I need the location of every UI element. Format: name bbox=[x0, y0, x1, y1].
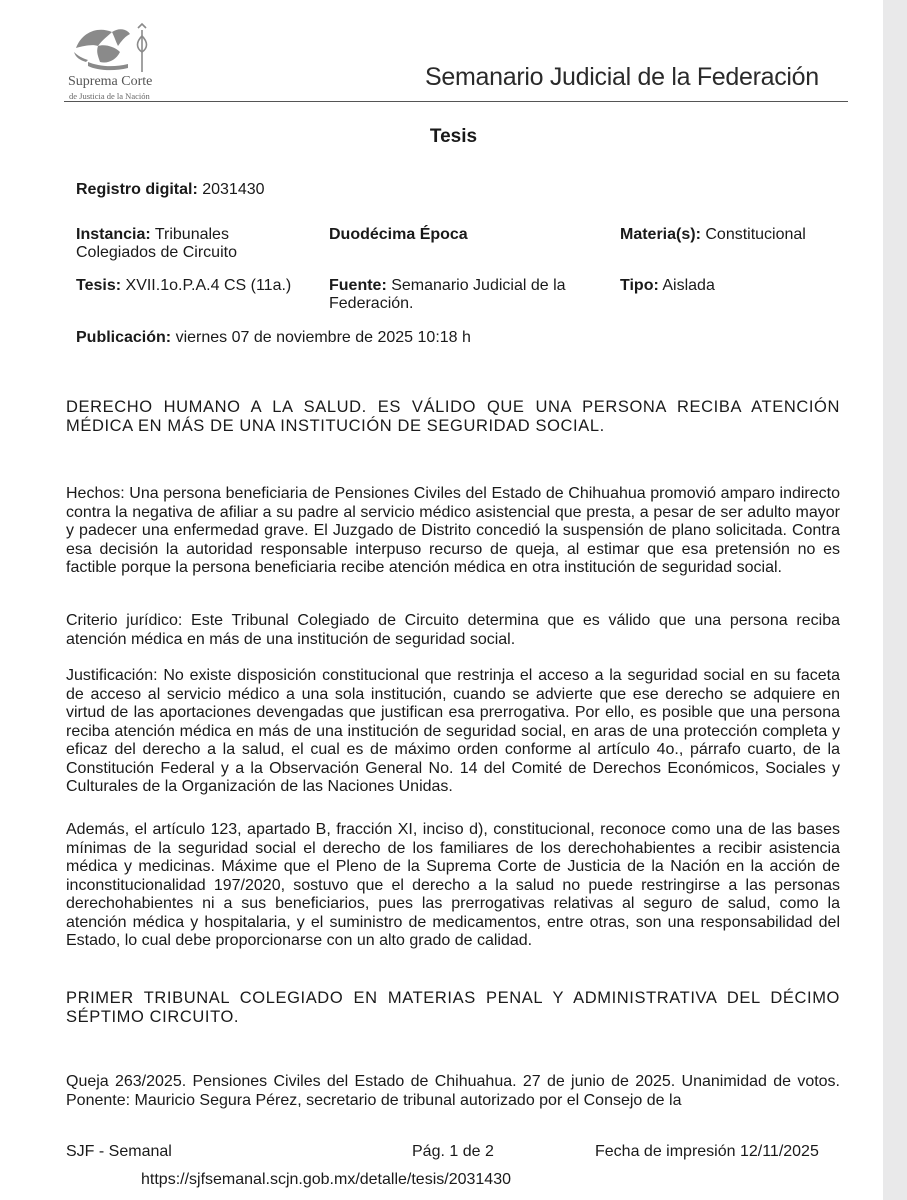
registro-field bbox=[76, 181, 265, 199]
instancia-field bbox=[76, 226, 316, 262]
tipo-field bbox=[620, 277, 715, 295]
publicacion-value: viernes 07 de noviembre de 2025 10:18 h bbox=[175, 329, 471, 346]
justificacion-paragraph: Justificación: No existe disposición constitucional que restrinja el acceso a la seguridad social en su faceta de acceso al servicio médico a una sola institución, cuando se advierte que ese derecho se adquiere en virtud de las aportaciones devengadas que justifican esa prerrogativa. Por ello, es posible que una persona reciba atención médica en más de una institución de seguridad social, en aras de una protección completa y eficaz del derecho a la salud, el cual es de máximo orden conforme al artículo 4o., párrafo cuarto, de la Constitución Federal y a la Observación General No. 14 del Comité de Derechos Económicos, Sociales y Culturales de la Organización de las Naciones Unidas. bbox=[66, 667, 840, 795]
footer-publication: SJF - Semanal bbox=[66, 1143, 172, 1160]
epoca-field bbox=[329, 226, 468, 244]
tipo-value: Aislada bbox=[662, 277, 715, 294]
publication-title: Semanario Judicial de la Federación bbox=[425, 63, 819, 91]
tesis-field bbox=[76, 277, 291, 295]
footer-print-date: Fecha de impresión 12/11/2025 bbox=[595, 1143, 819, 1160]
tipo-label: Tipo: bbox=[620, 277, 659, 294]
scjn-logo bbox=[64, 18, 164, 101]
registro-label: Registro digital: bbox=[76, 181, 198, 198]
fuente-label: Fuente: bbox=[329, 277, 387, 294]
tribunal-name: PRIMER TRIBUNAL COLEGIADO EN MATERIAS PENAL Y ADMINISTRATIVA DEL DÉCIMO SÉPTIMO CIRCUITO. bbox=[66, 989, 840, 1026]
fuente-value: Semanario Judicial de la bbox=[391, 277, 566, 294]
epoca-value: Duodécima Época bbox=[329, 226, 468, 243]
fuente-value-cont: Federación. bbox=[329, 295, 414, 312]
publicacion-field bbox=[76, 329, 471, 347]
logo-text-primary: Suprema Corte bbox=[68, 74, 153, 89]
eagle-emblem-icon bbox=[68, 22, 160, 74]
instancia-label: Instancia: bbox=[76, 226, 151, 243]
registro-value: 2031430 bbox=[202, 181, 265, 198]
publicacion-label: Publicación: bbox=[76, 329, 172, 346]
thesis-title: DERECHO HUMANO A LA SALUD. ES VÁLIDO QUE UNA PERSONA RECIBA ATENCIÓN MÉDICA EN MÁS DE UNA INSTITUCIÓN DE SEGURIDAD SOCIAL. bbox=[66, 398, 840, 435]
tesis-value: XVII.1o.P.A.4 CS (11a.) bbox=[125, 277, 292, 294]
footer-page-number: Pág. 1 de 2 bbox=[412, 1143, 494, 1160]
justificacion-continuation-paragraph: Además, el artículo 123, apartado B, fracción XI, inciso d), constitucional, reconoce como una de las bases mínimas de la seguridad social el derecho de los familiares de los derechohabientes a recibir asistencia médica y medicinas. Máxime que el Pleno de la Suprema Corte de Justicia de la Nación en la acción de inconstitucionalidad 197/2020, sostuvo que el derecho a la salud no puede restringirse a las personas derechohabientes ni a sus beneficiarios, pues las prerrogativas relativas al seguro de salud, como la atención médica y hospitalaria, y el suministro de medicamentos, entre otras, son una responsabilidad del Estado, lo cual debe proporcionarse con un alto grado de calidad. bbox=[66, 821, 840, 949]
materia-field bbox=[620, 226, 806, 244]
fuente-field bbox=[329, 277, 599, 313]
scroll-edge bbox=[883, 0, 907, 1200]
instancia-value-cont: Colegiados de Circuito bbox=[76, 244, 237, 261]
logo-text-secondary: de Justicia de la Nación bbox=[69, 91, 150, 101]
materia-value: Constitucional bbox=[705, 226, 806, 243]
instancia-value: Tribunales bbox=[154, 226, 229, 243]
document-type-heading: Tesis bbox=[429, 126, 478, 147]
precedent-paragraph: Queja 263/2025. Pensiones Civiles del Estado de Chihuahua. 27 de junio de 2025. Unanimidad de votos. Ponente: Mauricio Segura Pérez, secretario de tribunal autorizado por el Consejo de la bbox=[66, 1073, 840, 1109]
materia-label: Materia(s): bbox=[620, 226, 701, 243]
header-divider bbox=[64, 101, 848, 102]
tesis-label: Tesis: bbox=[76, 277, 122, 294]
hechos-paragraph: Hechos: Una persona beneficiaria de Pensiones Civiles del Estado de Chihuahua promovió amparo indirecto contra la negativa de afiliar a su padre al servicio médico asistencial que presta, a pesar de ser adulto mayor y padecer una enfermedad grave. El Juzgado de Distrito concedió la suspensión de plano solicitada. Contra esa decisión la autoridad responsable interpuso recurso de queja, al estimar que esa pretensión no es factible porque la persona beneficiaria recibe atención médica en otra institución de seguridad social. bbox=[66, 485, 840, 576]
criterio-paragraph: Criterio jurídico: Este Tribunal Colegiado de Circuito determina que es válido que una persona reciba atención médica en más de una institución de seguridad social. bbox=[66, 612, 840, 648]
footer-url-link[interactable]: https://sjfsemanal.scjn.gob.mx/detalle/tesis/2031430 bbox=[141, 1171, 511, 1188]
